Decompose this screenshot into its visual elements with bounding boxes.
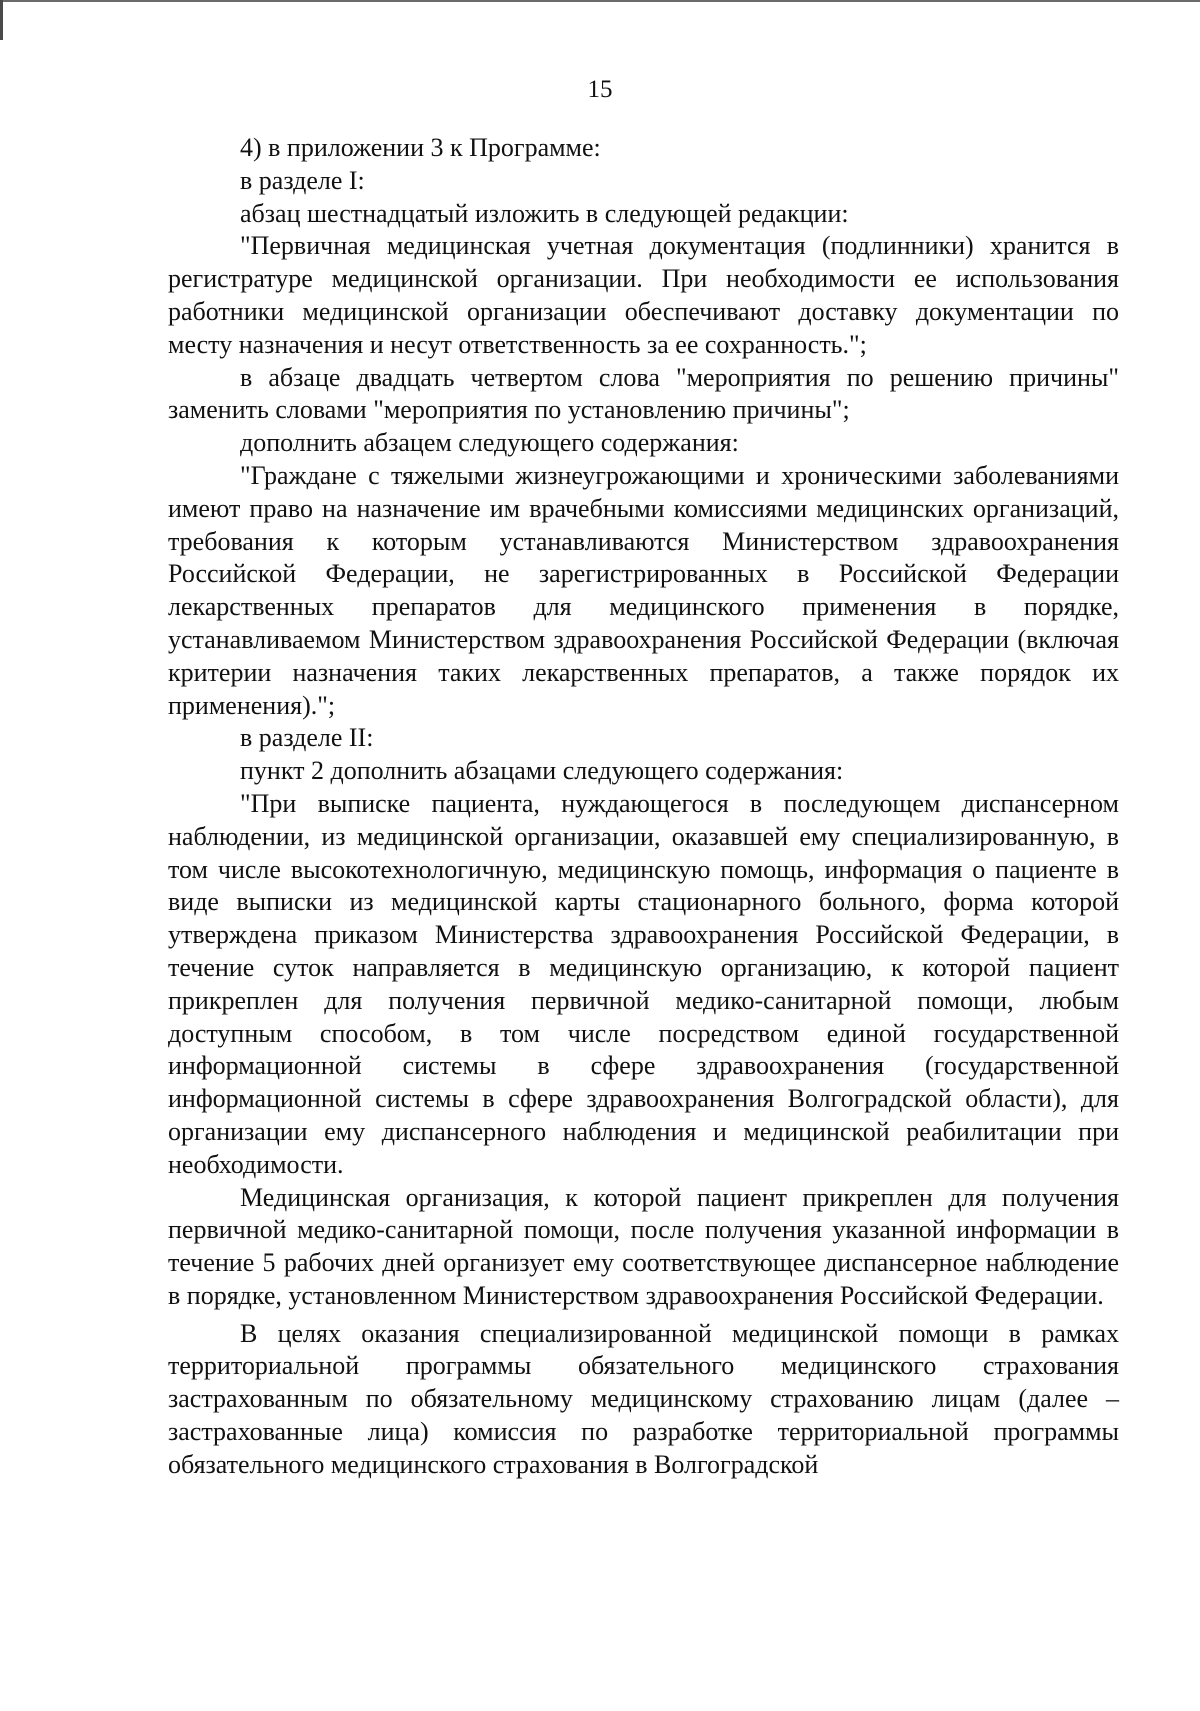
paragraph-specialized-care: В целях оказания специализированной медицинской помощи в рамках территориальной программы обязательного медицинского страхования застрахованным по обязательному медицинскому страхованию лицам (далее – застрахованные лица) комиссия по разработке территориальной программы обязательного медицинского страхования в Волгоградской [168, 1318, 1119, 1479]
paragraph-abzac-24: в абзаце двадцать четвертом слова "мероприятия по решению причины" заменить словами "мероприятия по установлению причины"; [168, 362, 1119, 425]
scan-edge-left [0, 0, 3, 40]
paragraph-point-2: пункт 2 дополнить абзацами следующего содержания: [240, 756, 844, 786]
paragraph-section-1: в разделе I: [240, 165, 365, 195]
paragraph-item-4-header: 4) в приложении 3 к Программе: [240, 133, 601, 162]
scan-edge-top [0, 0, 1200, 2]
paragraph-quote-documentation: "Первичная медицинская учетная документация (подлинники) хранится в регистратуре медицинской организации. При необходимости ее использования работники медицинской организации обеспечивают доставку документации по месту назначения и несут ответственность за ее сохранность."; [168, 231, 1119, 359]
document-body [168, 132, 1119, 1482]
paragraph-add-abzac: дополнить абзацем следующего содержания: [240, 428, 739, 458]
paragraph-section-2: в разделе II: [240, 723, 374, 753]
paragraph-quote-discharge: "При выписке пациента, нуждающегося в последующем диспансерном наблюдении, из медицинской организации, оказавшей ему специализированную, в том числе высокотехнологичную, медицинскую помощь, информация о пациенте в виде выписки из медицинской карты стационарного больного, форма которой утверждена приказом Министерства здравоохранения Российской Федерации, в течение суток направляется в медицинскую организацию, к которой пациент прикреплен для получения первичной медико-санитарной помощи, любым доступным способом, в том числе посредством единой государственной информационной системы в сфере здравоохранения (государственной информационной системы в сфере здравоохранения Волгоградской области), для организации ему диспансерного наблюдения и медицинской реабилитации при необходимости. [168, 788, 1119, 1179]
paragraph-quote-citizens: "Граждане с тяжелыми жизнеугрожающими и хроническими заболеваниями имеют право на назначение им врачебными комиссиями медицинских организаций, требования к которым устанавливаются Министерством здравоохранения Российской Федерации, не зарегистрированных в Российской Федерации лекарственных препаратов для медицинского применения в порядке, устанавливаемом Министерством здравоохранения Российской Федерации (включая критерии назначения таких лекарственных препаратов, а также порядок их применения)."; [168, 460, 1119, 720]
paragraph-medical-organization: Медицинская организация, к которой пациент прикреплен для получения первичной медико-санитарной помощи, после получения указанной информации в течение 5 рабочих дней организует ему соответствующее диспансерное наблюдение в порядке, установленном Министерством здравоохранения Российской Федерации. [168, 1182, 1119, 1310]
page-number: 15 [587, 76, 613, 103]
paragraph-abzac-16: абзац шестнадцатый изложить в следующей редакции: [240, 198, 849, 228]
